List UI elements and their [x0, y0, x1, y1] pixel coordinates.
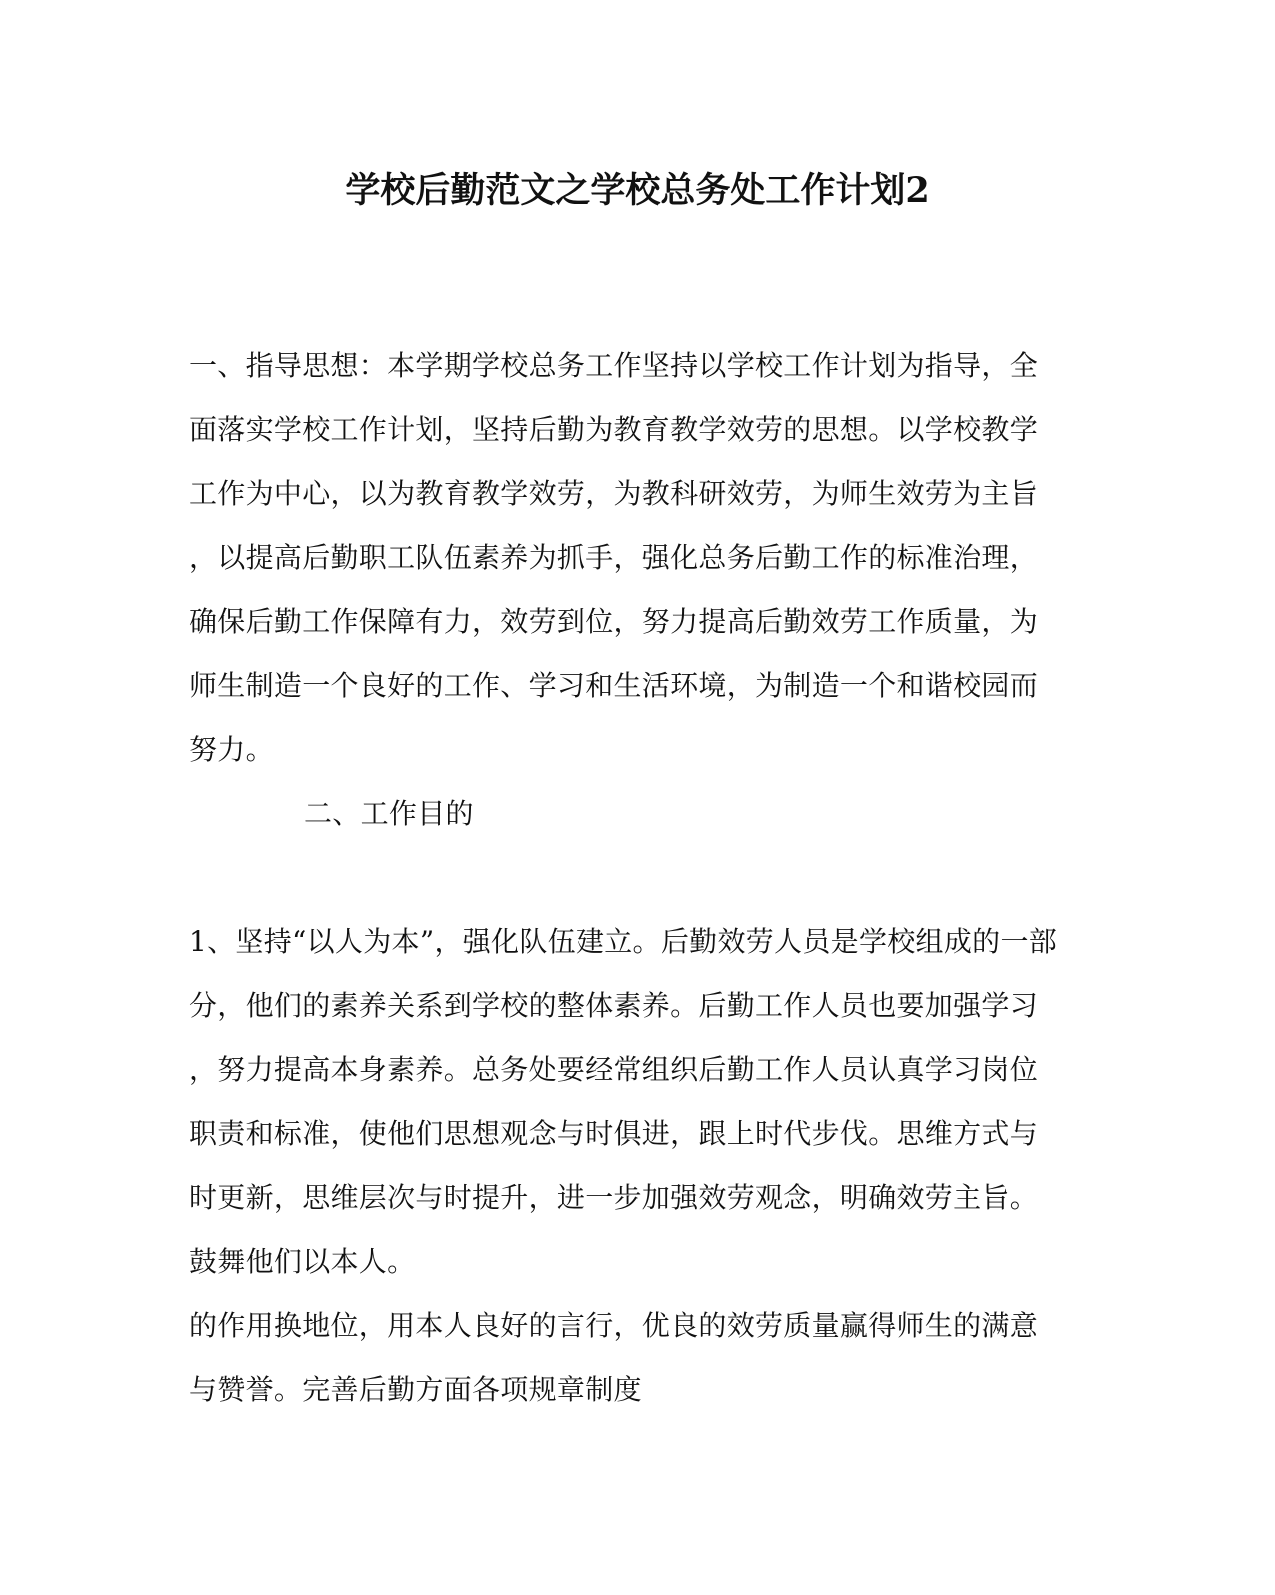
paragraph-line: ，努力提高本身素养。总务处要经常组织后勤工作人员认真学习岗位	[189, 1053, 1039, 1086]
paragraph-line: 师生制造一个良好的工作、学习和生活环境，为制造一个和谐校园而	[189, 669, 1039, 702]
paragraph-line: 分，他们的素养关系到学校的整体素养。后勤工作人员也要加强学习	[189, 989, 1039, 1022]
paragraph-line: 1、坚持“以人为本”，强化队伍建立。后勤效劳人员是学校组成的一部	[189, 925, 1058, 958]
paragraph-line: 确保后勤工作保障有力，效劳到位，努力提高后勤效劳工作质量，为	[189, 605, 1039, 638]
paragraph-line: 一、指导思想：本学期学校总务工作坚持以学校工作计划为指导，全	[189, 349, 1039, 382]
paragraph-line: 时更新，思维层次与时提升，进一步加强效劳观念，明确效劳主旨。	[189, 1181, 1039, 1214]
paragraph-line: ，以提高后勤职工队伍素养为抓手，强化总务后勤工作的标准治理，	[189, 541, 1039, 574]
section-heading: 二、工作目的	[304, 797, 474, 830]
paragraph-line: 鼓舞他们以本人。	[189, 1245, 416, 1278]
paragraph-line: 职责和标准，使他们思想观念与时俱进，跟上时代步伐。思维方式与	[189, 1117, 1039, 1150]
paragraph-line: 面落实学校工作计划，坚持后勤为教育教学效劳的思想。以学校教学	[189, 413, 1039, 446]
document-title: 学校后勤范文之学校总务处工作计划2	[345, 170, 930, 211]
paragraph-line: 努力。	[189, 733, 274, 766]
paragraph-line: 与赞誉。完善后勤方面各项规章制度	[189, 1373, 642, 1406]
paragraph-line: 的作用换地位，用本人良好的言行，优良的效劳质量赢得师生的满意	[189, 1309, 1039, 1342]
paragraph-line: 工作为中心，以为教育教学效劳，为教科研效劳，为师生效劳为主旨	[189, 477, 1039, 510]
